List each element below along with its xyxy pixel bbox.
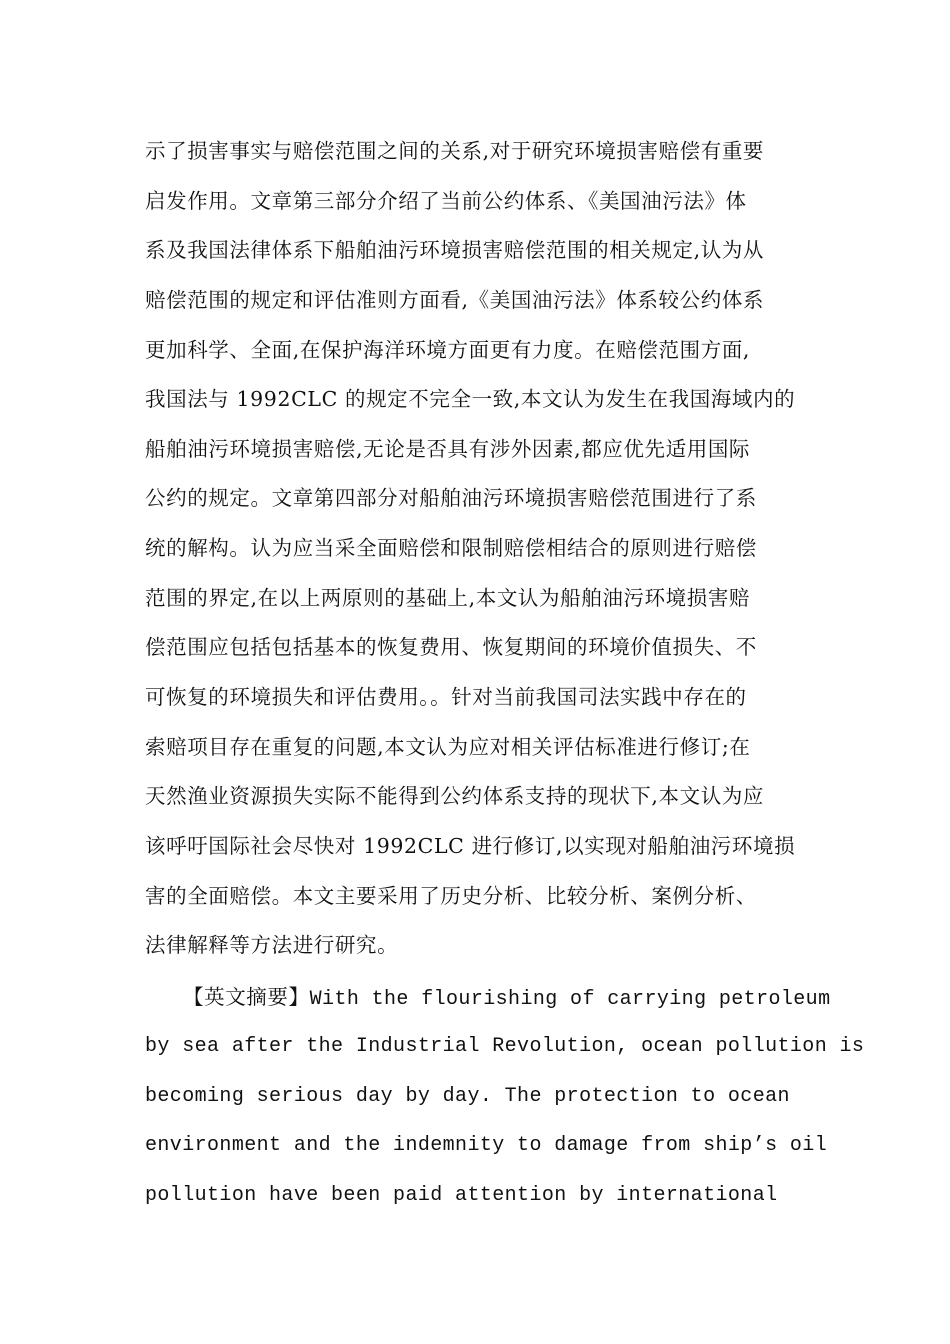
paragraph-line: 公约的规定。文章第四部分对船舶油污环境损害赔偿范围进行了系: [145, 486, 757, 510]
paragraph-line: 可恢复的环境损失和评估费用。。针对当前我国司法实践中存在的: [145, 685, 747, 709]
paragraph-line: 我国法与 1992CLC 的规定不完全一致,本文认为发生在我国海域内的: [145, 387, 796, 411]
english-abstract-label: 【英文摘要】: [183, 985, 310, 1009]
paragraph-line: 船舶油污环境损害赔偿,无论是否具有涉外因素,都应优先适用国际: [145, 437, 751, 461]
paragraph-line: 偿范围应包括包括基本的恢复费用、恢复期间的环境价值损失、不: [145, 635, 757, 659]
english-abstract-line: becoming serious day by day. The protection to ocean: [145, 1085, 790, 1108]
english-abstract-text: With the flourishing of carrying petroleum: [309, 988, 831, 1011]
paragraph-line: 该呼吁国际社会尽快对 1992CLC 进行修订,以实现对船舶油污环境损: [145, 834, 796, 858]
english-abstract-line: environment and the indemnity to damage from ship’s oil: [145, 1134, 828, 1157]
paragraph-line: 统的解构。认为应当采全面赔偿和限制赔偿相结合的原则进行赔偿: [145, 536, 757, 560]
paragraph-line: 示了损害事实与赔偿范围之间的关系,对于研究环境损害赔偿有重要: [145, 139, 765, 163]
english-abstract-line: pollution have been paid attention by international: [145, 1184, 778, 1207]
english-abstract-first-line: [183, 980, 883, 1014]
paragraph-line: 法律解释等方法进行研究。: [145, 933, 399, 957]
paragraph-line: 害的全面赔偿。本文主要采用了历史分析、比较分析、案例分析、: [145, 884, 757, 908]
paragraph-line: 更加科学、全面,在保护海洋环境方面更有力度。在赔偿范围方面,: [145, 338, 751, 362]
paragraph-line: 赔偿范围的规定和评估准则方面看,《美国油污法》体系较公约体系: [145, 288, 765, 312]
english-abstract-line: by sea after the Industrial Revolution, ocean pollution is: [145, 1035, 865, 1058]
paragraph-line: 启发作用。文章第三部分介绍了当前公约体系、《美国油污法》体: [145, 189, 747, 213]
paragraph-line: 天然渔业资源损失实际不能得到公约体系支持的现状下,本文认为应: [145, 784, 765, 808]
paragraph-line: 索赔项目存在重复的问题,本文认为应对相关评估标准进行修订;在: [145, 735, 751, 759]
paragraph-line: 系及我国法律体系下船舶油污环境损害赔偿范围的相关规定,认为从: [145, 238, 765, 262]
paragraph-line: 范围的界定,在以上两原则的基础上,本文认为船舶油污环境损害赔: [145, 586, 751, 610]
